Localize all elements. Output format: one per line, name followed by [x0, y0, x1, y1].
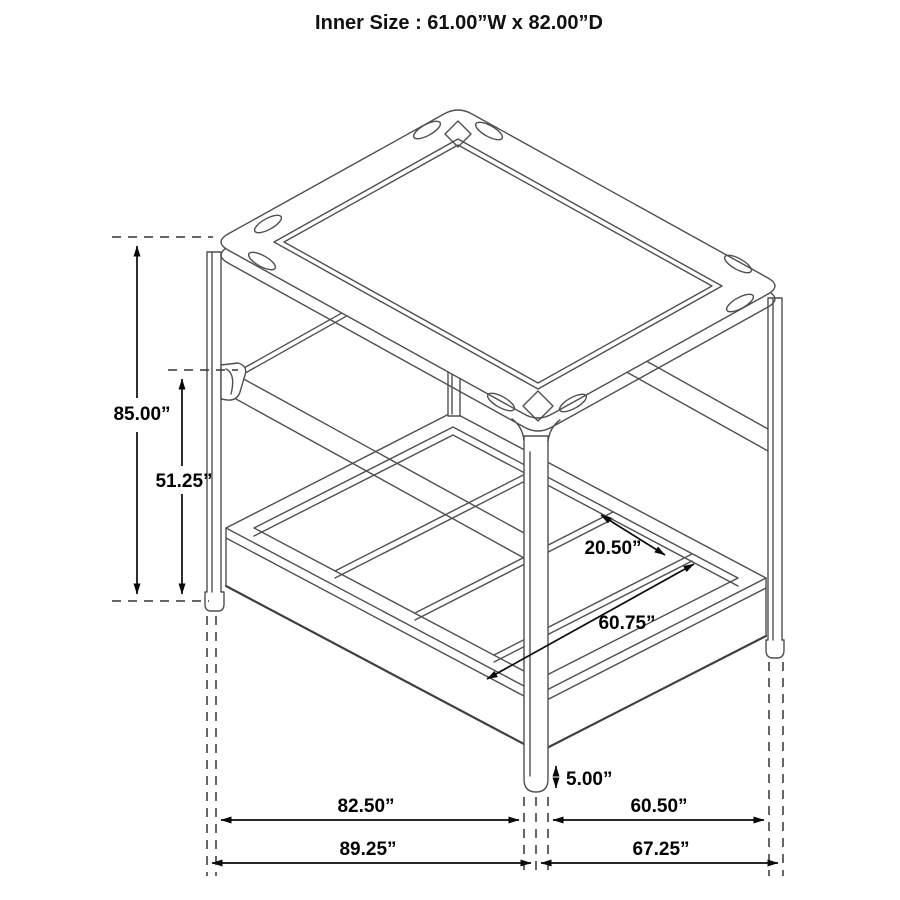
dim-label-inner-width-span: 60.50” — [630, 796, 688, 817]
dim-label-foot-height: 5.00” — [566, 769, 613, 790]
side-rail-left — [236, 377, 524, 558]
right-post — [766, 298, 784, 658]
dim-overall-height — [113, 246, 170, 594]
dim-slat-length — [487, 564, 694, 679]
dim-inner-depth-span — [221, 796, 519, 820]
bed-frame-drawing — [205, 110, 784, 792]
dim-inner-width-span — [553, 796, 764, 820]
front-post — [512, 419, 560, 792]
slat-platform — [226, 412, 766, 752]
page-title: Inner Size : 61.00”W x 82.00”D — [315, 12, 603, 34]
dim-overall-width — [541, 839, 778, 863]
dim-foot-height — [556, 766, 612, 790]
dim-label-overall-width: 67.25” — [632, 839, 690, 860]
dim-label-overall-height: 85.00” — [113, 404, 171, 425]
dim-label-inner-depth-span: 82.50” — [337, 796, 395, 817]
dim-label-overall-depth: 89.25” — [339, 839, 397, 860]
dim-label-slat-length: 60.75” — [598, 613, 656, 634]
dim-label-clearance-height: 51.25” — [155, 471, 213, 492]
dim-overall-depth — [212, 839, 531, 863]
dim-label-slat-spacing: 20.50” — [584, 538, 642, 559]
dim-slat-spacing — [584, 515, 665, 559]
canopy-frame — [221, 110, 775, 431]
